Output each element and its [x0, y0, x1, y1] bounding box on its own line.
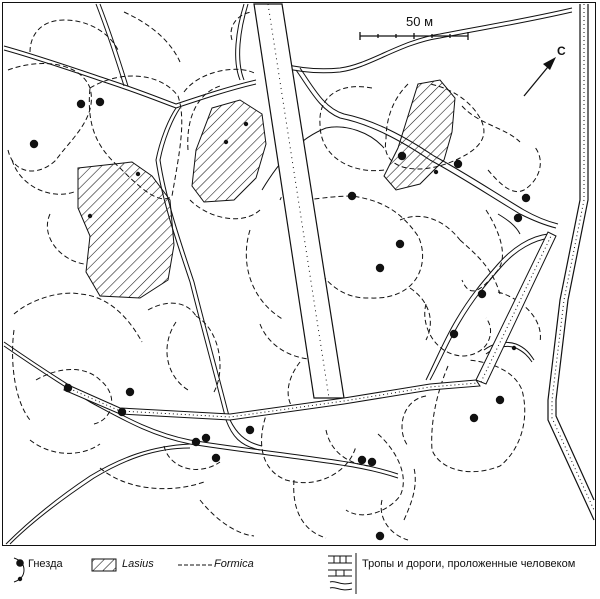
nest [514, 214, 522, 222]
trail [10, 448, 190, 544]
nest [244, 122, 248, 126]
formica-boundary [100, 468, 204, 489]
formica-boundary [346, 434, 403, 515]
trail [4, 46, 256, 104]
nest [398, 152, 406, 160]
lasius-area-east [384, 80, 455, 190]
nest [88, 214, 92, 218]
formica-boundary [294, 480, 326, 538]
nest [376, 532, 384, 540]
formica-boundary [462, 210, 502, 291]
formica-boundary [400, 216, 460, 240]
legend-lasius-label: Lasius [122, 558, 154, 570]
formica-boundary [148, 303, 196, 316]
formica-boundary [488, 146, 540, 192]
nest [136, 172, 140, 176]
lasius-area-center [192, 100, 266, 202]
formica-boundary [164, 446, 220, 469]
nest [77, 100, 85, 108]
formica-boundary [36, 370, 112, 425]
formica-boundary [190, 200, 262, 219]
trail [4, 50, 256, 108]
legend-formica-label: Formica [214, 558, 254, 570]
formica-boundary [196, 316, 220, 392]
nest [396, 240, 404, 248]
formica-boundary [402, 396, 426, 446]
nest [376, 264, 384, 272]
nest [30, 140, 38, 148]
nest [246, 426, 254, 434]
scale-label: 50 м [406, 14, 434, 29]
nest [454, 160, 462, 168]
formica-boundary [231, 12, 252, 40]
trail [100, 4, 128, 86]
formica-boundary [47, 214, 84, 264]
formica-boundary [262, 410, 356, 483]
east-road [476, 232, 556, 384]
main-road [254, 4, 344, 398]
nest [512, 346, 516, 350]
formica-boundary [13, 330, 30, 420]
nest [434, 170, 438, 174]
lasius-territories [78, 80, 455, 298]
nest [450, 330, 458, 338]
formica-boundary [30, 20, 118, 52]
nest [522, 194, 530, 202]
nest [224, 140, 228, 144]
legend-paths-label: Тропы и дороги, проложенные человеком [362, 558, 576, 570]
formica-boundary [12, 160, 74, 194]
nest [64, 384, 72, 392]
trail [6, 444, 190, 544]
formica-boundary [425, 304, 491, 356]
formica-boundary [167, 322, 188, 390]
nest [118, 408, 126, 416]
nest [192, 438, 200, 446]
formica-boundary [410, 288, 430, 340]
nest [368, 458, 376, 466]
legend [0, 552, 600, 599]
formica-boundary [200, 500, 254, 536]
nest [478, 290, 486, 298]
formica-boundary [246, 230, 284, 320]
formica-boundary [14, 293, 142, 342]
nest [126, 388, 134, 396]
north-arrow-icon [524, 57, 556, 96]
legend-nests-label: Гнезда [28, 558, 63, 570]
formica-boundary [124, 12, 180, 62]
nest [496, 396, 504, 404]
formica-boundary [30, 440, 100, 453]
formica-boundary [381, 500, 408, 540]
nest [202, 434, 210, 442]
east-boundary-road [548, 4, 594, 520]
nest [348, 192, 356, 200]
nest [358, 456, 366, 464]
nest [470, 414, 478, 422]
formica-boundary [8, 64, 91, 171]
north-label: С [557, 44, 566, 58]
trail [96, 4, 124, 86]
formica-boundary [404, 468, 415, 520]
formica-boundary [462, 106, 520, 142]
nest [96, 98, 104, 106]
scale-bar [360, 32, 468, 40]
lasius-area-west [78, 162, 174, 298]
cross-road [64, 380, 480, 420]
nest [212, 454, 220, 462]
formica-boundary [184, 69, 256, 92]
